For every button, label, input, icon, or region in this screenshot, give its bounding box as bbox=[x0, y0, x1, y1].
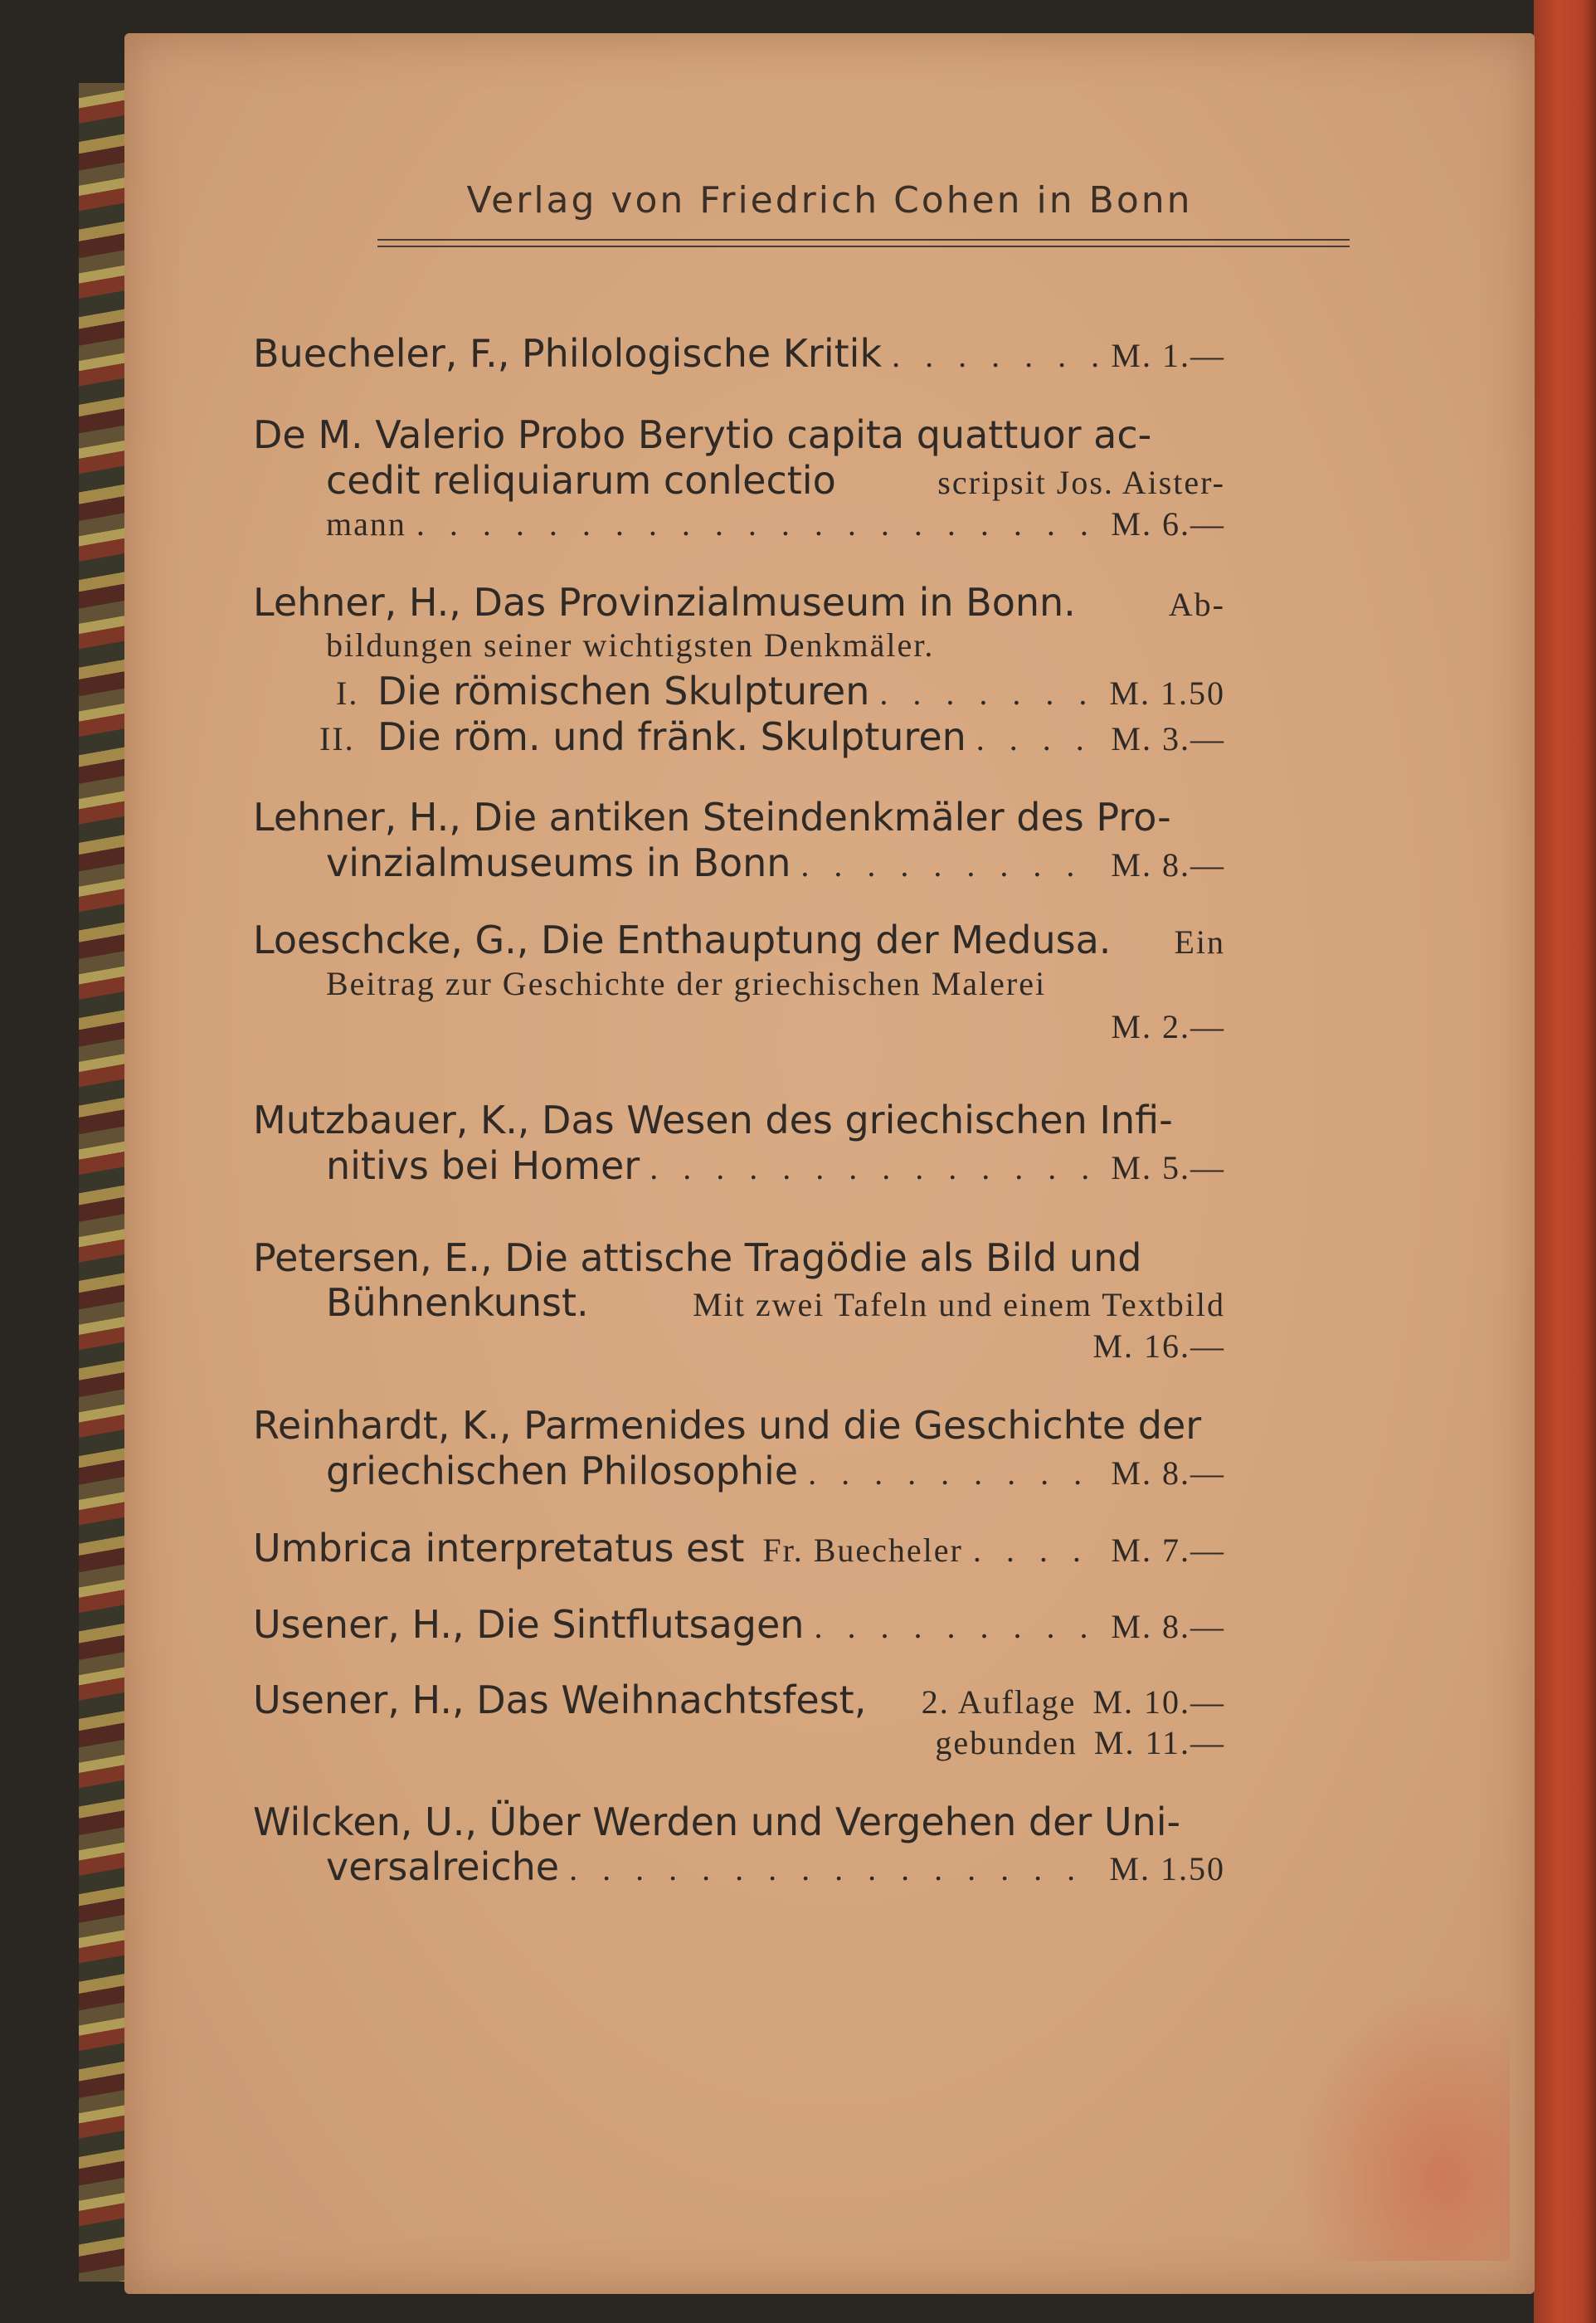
entry-title-cont: nitivs bei Homer bbox=[326, 1143, 640, 1188]
entry-title: Umbrica interpretatus est bbox=[253, 1526, 745, 1571]
entry-author-note: scripsit Jos. Aister- bbox=[937, 464, 1225, 501]
entry-title: Usener, H., Das Weihnachtsfest, bbox=[253, 1678, 867, 1722]
entry-price: M. 8.— bbox=[1111, 846, 1225, 884]
entry-mutzbauer-line2 bbox=[253, 1142, 1225, 1189]
leader-dots bbox=[879, 670, 1099, 717]
entry-author-note: Fr. Buecheler bbox=[762, 1532, 963, 1569]
entry-price: M. 3.— bbox=[1111, 720, 1225, 757]
marbled-book-edge bbox=[79, 83, 129, 2282]
entry-title-cont: griechischen Philosophie bbox=[326, 1449, 799, 1493]
entry-price: M. 1.50 bbox=[1109, 1850, 1225, 1887]
entry-lehner1-vol2 bbox=[253, 713, 1225, 760]
entry-title-cont: vinzialmuseums in Bonn bbox=[326, 840, 791, 885]
leader-dots bbox=[569, 1846, 1099, 1892]
leader-dots bbox=[814, 1604, 1101, 1650]
entry-price: M. 8.— bbox=[1111, 1454, 1225, 1492]
entry-usener-sintflut bbox=[253, 1601, 1225, 1648]
entry-title: Buecheler, F., Philologische Kritik bbox=[253, 331, 883, 376]
leader-dots bbox=[800, 842, 1101, 889]
entry-title: Wilcken, U., Über Werden und Vergehen der Uni- bbox=[253, 1799, 1181, 1844]
entry-price: M. 1.— bbox=[1111, 337, 1225, 374]
entry-title: Reinhardt, K., Parmenides und die Geschichte der bbox=[253, 1403, 1202, 1448]
red-book-cover-edge bbox=[1534, 0, 1596, 2323]
leader-dots bbox=[416, 501, 1102, 548]
entry-title: Mutzbauer, K., Das Wesen des griechischen Infi- bbox=[253, 1098, 1173, 1142]
header-rule-bottom bbox=[377, 246, 1350, 247]
entry-price: M. 7.— bbox=[1111, 1532, 1225, 1569]
entry-wilcken-line1 bbox=[253, 1799, 1225, 1845]
entry-price: M. 6.— bbox=[1111, 505, 1225, 543]
entry-buecheler bbox=[253, 330, 1225, 377]
entry-price: M. 1.50 bbox=[1109, 674, 1225, 712]
entry-lehner2-line1 bbox=[253, 794, 1225, 840]
entry-probo-line3 bbox=[253, 501, 1225, 548]
entry-author-cont: mann bbox=[326, 505, 406, 543]
entry-edition: 2. Auflage bbox=[921, 1683, 1077, 1721]
entry-title: Lehner, H., Die antiken Steindenkmäler des Pro- bbox=[253, 795, 1171, 840]
entry-note-cont: bildungen seiner wichtigsten Denkmäler. bbox=[326, 626, 935, 664]
entry-title-cont: versalreiche bbox=[326, 1844, 560, 1889]
entry-usener-weihnacht-line2 bbox=[253, 1720, 1225, 1766]
entry-price: M. 16.— bbox=[1092, 1327, 1225, 1365]
entry-reinhardt-line1 bbox=[253, 1402, 1225, 1449]
entry-title: Loeschcke, G., Die Enthauptung der Medusa. bbox=[253, 918, 1112, 962]
entry-title: De M. Valerio Probo Berytio capita quattuor ac- bbox=[253, 412, 1152, 457]
entry-wilcken-line2 bbox=[253, 1843, 1225, 1890]
page-header: Verlag von Friedrich Cohen in Bonn bbox=[466, 179, 1193, 222]
entry-title-cont: Bühnenkunst. bbox=[326, 1280, 589, 1325]
entry-loeschcke-line1 bbox=[253, 917, 1225, 963]
entry-note: Ab- bbox=[1168, 586, 1225, 623]
entry-price: M. 11.— bbox=[1093, 1724, 1225, 1761]
volume-title: Die römischen Skulpturen bbox=[377, 669, 870, 713]
entry-title: Petersen, E., Die attische Tragödie als Bild und bbox=[253, 1235, 1142, 1280]
entry-binding: gebunden bbox=[935, 1724, 1078, 1761]
volume-label: I. bbox=[336, 674, 359, 712]
entry-lehner1-vol1 bbox=[253, 668, 1225, 714]
entry-probo-line1 bbox=[253, 412, 1225, 458]
entry-petersen-line3 bbox=[253, 1323, 1225, 1370]
leader-dots bbox=[808, 1450, 1101, 1497]
entry-title: Usener, H., Die Sintflutsagen bbox=[253, 1602, 805, 1647]
leader-dots bbox=[892, 333, 1101, 379]
entry-petersen-line2 bbox=[253, 1279, 1225, 1326]
entry-note: Mit zwei Tafeln und einem Textbild bbox=[693, 1286, 1225, 1323]
entry-price: M. 5.— bbox=[1111, 1149, 1225, 1186]
entry-lehner1-line2 bbox=[253, 622, 1225, 669]
leader-dots bbox=[650, 1145, 1101, 1191]
entry-price: M. 10.— bbox=[1092, 1683, 1225, 1721]
entry-title-cont: cedit reliquiarum conlectio bbox=[326, 458, 836, 503]
entry-lehner1-line1 bbox=[253, 579, 1225, 626]
leader-dots bbox=[976, 716, 1102, 762]
entry-reinhardt-line2 bbox=[253, 1448, 1225, 1494]
entry-loeschcke-line3 bbox=[253, 1004, 1225, 1050]
entry-mutzbauer-line1 bbox=[253, 1097, 1225, 1143]
header-rule-top bbox=[377, 239, 1350, 241]
volume-title: Die röm. und fränk. Skulpturen bbox=[377, 714, 966, 759]
leader-dots bbox=[973, 1527, 1102, 1574]
entry-note: Ein bbox=[1174, 923, 1225, 961]
entry-probo-line2 bbox=[253, 457, 1225, 504]
entry-petersen-line1 bbox=[253, 1235, 1225, 1281]
entry-lehner2-line2 bbox=[253, 840, 1225, 886]
entry-price: M. 8.— bbox=[1111, 1608, 1225, 1645]
entry-usener-weihnacht-line1 bbox=[253, 1677, 1225, 1723]
volume-label: II. bbox=[319, 720, 355, 757]
entry-umbrica bbox=[253, 1525, 1225, 1571]
entry-title: Lehner, H., Das Provinzialmuseum in Bonn. bbox=[253, 580, 1076, 625]
red-stain bbox=[1294, 1987, 1510, 2261]
entry-loeschcke-line2 bbox=[253, 961, 1225, 1007]
entry-note-cont: Beitrag zur Geschichte der griechischen Malerei bbox=[326, 965, 1047, 1002]
entry-price: M. 2.— bbox=[1111, 1008, 1225, 1045]
